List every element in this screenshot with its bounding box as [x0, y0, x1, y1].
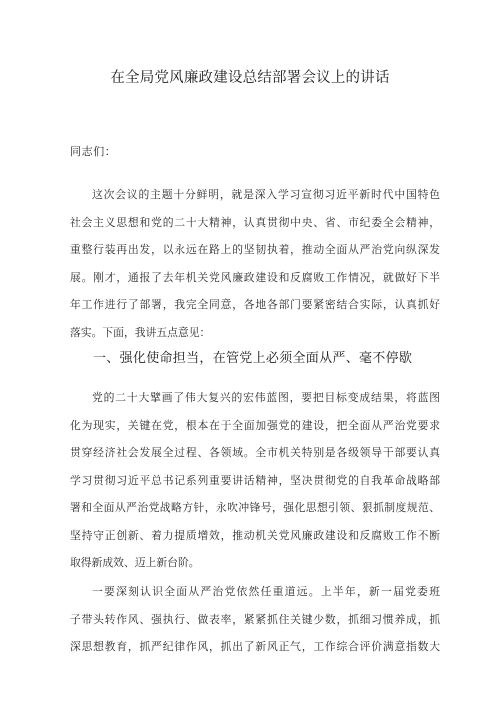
salutation: 同志们： — [70, 145, 117, 158]
paragraph-intro — [70, 181, 440, 346]
paragraph-line: 深思想教育，抓严纪律作风，抓出了新风正气，工作综合评价满意指数大 — [70, 640, 440, 653]
paragraph-line: 学习贯彻习近平总书记系列重要讲话精神，坚决贯彻党的自我革命战略部 — [70, 473, 440, 487]
paragraph-line: 社会主义思想和党的二十大精神，认真贯彻中央、省、市纪委全会精神， — [70, 215, 440, 229]
paragraph-line: 展。刚才，通报了去年机关党风廉政建设和反腐败工作情况，就做好下半 — [70, 270, 440, 284]
paragraph-line: 重整行装再出发，以永远在路上的坚韧执着，推动全面从严治党向纵深发 — [70, 243, 440, 256]
paragraph-line: 取得新成效、迈上新台阶。 — [70, 556, 200, 569]
paragraph-point-one — [70, 578, 440, 661]
paragraph-line: 一要深刻认识全面从严治党依然任重道远。上半年，新一届党委班 — [92, 585, 440, 598]
paragraph-line: 子带头转作风、强执行、做表率，紧紧抓住关键少数，抓细习惯养成，抓 — [70, 612, 440, 626]
section-heading: 一、强化使命担当，在管党上必须全面从严、毫不停歇 — [93, 351, 413, 366]
paragraph-line: 署和全面从严治党战略方针，永吹冲锋号，强化思想引领、狠抓制度规范、 — [70, 501, 440, 514]
paragraph-line: 党的二十大擘画了伟大复兴的宏伟蓝图，要把目标变成结果，将蓝图 — [92, 391, 440, 404]
paragraph-line: 落实。下面，我讲五点意见： — [70, 325, 211, 339]
document-title: 在全局党风廉政建设总结部署会议上的讲话 — [110, 70, 390, 86]
paragraph-section-one — [70, 384, 440, 577]
paragraph-line: 这次会议的主题十分鲜明，就是深入学习宣彻习近平新时代中国特色 — [92, 188, 440, 201]
paragraph-line: 化为现实，关键在党，根本在于全面加强党的建设，把全面从严治党要求 — [70, 418, 440, 432]
paragraph-line: 贯穿经济社会发展全过程、各领域。全市机关特别是各级领导干部要认真 — [70, 446, 440, 459]
paragraph-line: 坚持守正创新、着力提质增效，推动机关党风廉政建设和反腐败工作不断 — [70, 528, 440, 542]
paragraph-line: 年工作进行了部署，我完全同意，各地各部门要紧密结合实际，认真抓好 — [70, 298, 440, 311]
